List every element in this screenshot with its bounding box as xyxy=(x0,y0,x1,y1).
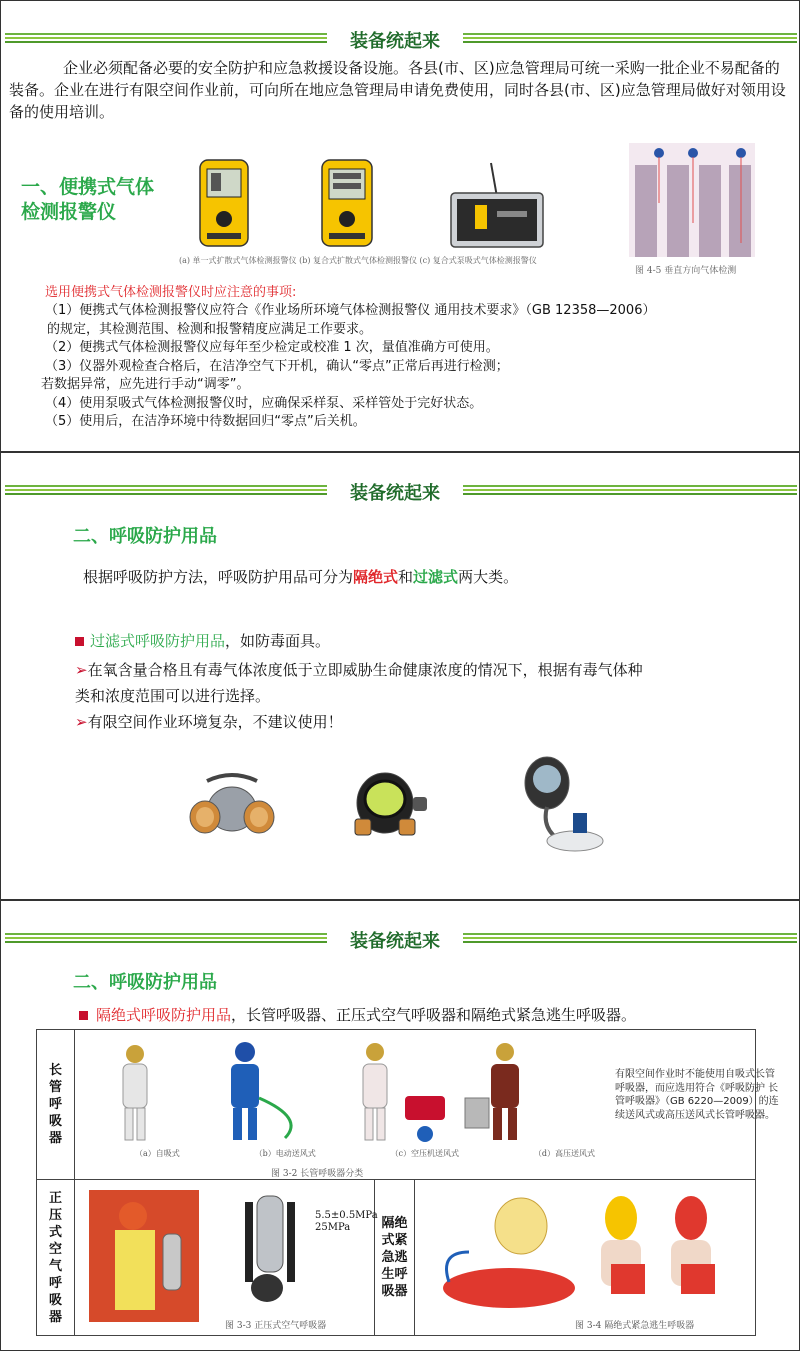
sentence-text: 两大类。 xyxy=(458,568,519,586)
slide-gas-detector xyxy=(0,0,800,452)
figure-3-2-caption: 图 3-2 长管呼吸器分类 xyxy=(271,1169,364,1179)
escape-respirator-mannequins xyxy=(585,1188,735,1306)
section-title-line1: 一、便携式气体 xyxy=(21,176,155,198)
long-tube-note: 有限空间作业时不能使用自吸式长管呼吸器，而应选用符合《呼吸防护 长管呼吸器》（GB 6220—2009）的连续送风式或高压送风式长管呼吸器。 xyxy=(615,1069,779,1121)
filter-term: 过滤式呼吸防护用品 xyxy=(90,632,226,650)
arrow-item xyxy=(75,709,735,735)
square-bullet-icon xyxy=(79,1011,88,1020)
figure-4-5-caption: 图 4-5 垂直方向气体检测 xyxy=(635,266,737,276)
banner-stripes-left xyxy=(5,485,327,497)
arrow-bullet-icon: ➢ xyxy=(75,661,88,679)
powered-air-respirator-image xyxy=(517,755,605,855)
vertical-gas-detection-figure xyxy=(629,143,755,257)
figure-captions xyxy=(135,1148,595,1159)
banner-stripes-right xyxy=(463,933,797,945)
note-item: （5）使用后，在洁净环境中待数据回归“零点”后关机。 xyxy=(45,414,366,429)
caption-a: （a）自吸式 xyxy=(135,1149,180,1158)
bullet-text: ，长管呼吸器、正压式空气呼吸器和隔绝式紧急逃生呼吸器。 xyxy=(231,1006,637,1024)
intro-paragraph: 企业必须配备必要的安全防护和应急救援设备设施。各县(市、区)应急管理局可统一采购一批企业不易配备的装备。企业在进行有限空间作业前，可向所在地应急管理局申请免费使用，同时各县(市、区)应急管理局做好对领用设备的使用培训。 xyxy=(9,59,786,121)
escape-hood-bag-image xyxy=(429,1192,589,1312)
isolated-type-term: 隔绝式 xyxy=(353,568,399,586)
sentence-text: 根据呼吸防护方法，呼吸防护用品可分为 xyxy=(83,568,354,586)
slide-banner xyxy=(1,925,800,951)
escape-cell xyxy=(415,1180,756,1336)
isolated-bullet xyxy=(79,1005,636,1025)
bullet-text: ，如防毒面具。 xyxy=(225,632,331,650)
note-item: 的规定，其检测范围、检测和报警精度应满足工作要求。 xyxy=(47,321,373,337)
arrow-bullet-icon: ➢ xyxy=(75,713,88,731)
banner-title: 装备统起来 xyxy=(350,931,440,952)
filter-type-term: 过滤式 xyxy=(413,568,459,586)
note-item: （2）便携式气体检测报警仪应每年至少检定或校准 1 次，量值准确方可使用。 xyxy=(45,340,499,355)
scba-cell xyxy=(75,1180,378,1336)
slide-respiratory-filter xyxy=(0,452,800,900)
note-item: （4）使用泵吸式气体检测报警仪时，应确保采样泵、采样管处于完好状态。 xyxy=(45,395,483,411)
row-label-text: 隔绝式紧急逃生呼吸器 xyxy=(381,1216,408,1299)
row-label-long-tube xyxy=(37,1030,75,1180)
arrow-item-text: 有限空间作业环境复杂，不建议使用！ xyxy=(87,713,343,731)
notice-title: 选用便携式气体检测报警仪时应注意的事项: xyxy=(45,285,297,300)
full-face-mask-image xyxy=(349,771,429,843)
single-gas-detector-image xyxy=(197,157,251,249)
section-heading: 二、呼吸防护用品 xyxy=(73,526,217,547)
caption-d: （d）高压送风式 xyxy=(533,1149,595,1158)
banner-stripes-right xyxy=(463,485,797,497)
caption-b: （b）电动送风式 xyxy=(254,1149,316,1158)
section-title-line2: 检测报警仪 xyxy=(21,201,117,223)
notice-list xyxy=(41,302,785,432)
classification-sentence xyxy=(83,567,518,587)
banner-title: 装备统起来 xyxy=(350,31,440,52)
pressure-labels xyxy=(315,1210,378,1234)
row-label-text: 长管呼吸器 xyxy=(48,1063,62,1146)
arrow-item xyxy=(75,657,735,683)
figure-3-3-caption: 图 3-3 正压式空气呼吸器 xyxy=(225,1321,327,1331)
note-item: （3）仪器外观检查合格后，在洁净空气下开机，确认“零点”正常后再进行检测； xyxy=(45,358,509,374)
note-item: 若数据异常，应先进行手动“调零”。 xyxy=(41,377,250,392)
pressure-value: 5.5±0.5MPa xyxy=(315,1210,378,1221)
multi-gas-detector-image xyxy=(319,157,375,249)
cylinder-pressure-value: 25MPa xyxy=(315,1222,351,1233)
banner-title: 装备统起来 xyxy=(350,483,440,504)
row-label-escape xyxy=(375,1180,415,1336)
slide-respiratory-isolated xyxy=(0,900,800,1351)
respirator-table xyxy=(36,1029,779,1336)
figure-3-4-caption: 图 3-4 隔绝式紧急逃生呼吸器 xyxy=(575,1321,695,1331)
pump-gas-detector-kit-image xyxy=(447,161,547,249)
filter-conditions xyxy=(75,657,735,735)
row-label-scba xyxy=(37,1180,75,1336)
note-item: （1）便携式气体检测报警仪应符合《作业场所环境气体检测报警仪 通用技术要求》（GB 12358—2006） xyxy=(45,303,656,318)
banner-stripes-left xyxy=(5,33,327,45)
banner-stripes-right xyxy=(463,33,797,45)
detector-image-caption: (a) 单一式扩散式气体检测报警仪 (b) 复合式扩散式气体检测报警仪 (c) 复合式泵吸式气体检测报警仪 xyxy=(179,256,537,265)
long-tube-cell xyxy=(75,1030,779,1180)
caption-c: （c）空压机送风式 xyxy=(390,1149,460,1158)
section-title xyxy=(21,175,154,225)
arrow-item-continuation: 类和浓度范围可以进行选择。 xyxy=(75,687,271,705)
long-tube-respirator-figures xyxy=(85,1038,565,1148)
sentence-text: 和 xyxy=(398,568,414,586)
half-mask-respirator-image xyxy=(187,771,277,843)
banner-stripes-left xyxy=(5,933,327,945)
scba-user-photo xyxy=(89,1190,199,1322)
square-bullet-icon xyxy=(75,637,84,646)
arrow-item-text: 在氧含量合格且有毒气体浓度低于立即威胁生命健康浓度的情况下，根据有毒气体种 xyxy=(87,661,643,679)
scba-apparatus-image xyxy=(235,1192,315,1308)
isolated-term: 隔绝式呼吸防护用品 xyxy=(96,1006,232,1024)
section-heading: 二、呼吸防护用品 xyxy=(73,972,217,993)
row-label-text: 正压式空气呼吸器 xyxy=(48,1190,62,1325)
slide-banner xyxy=(1,25,800,51)
filter-bullet xyxy=(75,631,330,651)
slide-banner xyxy=(1,477,800,503)
